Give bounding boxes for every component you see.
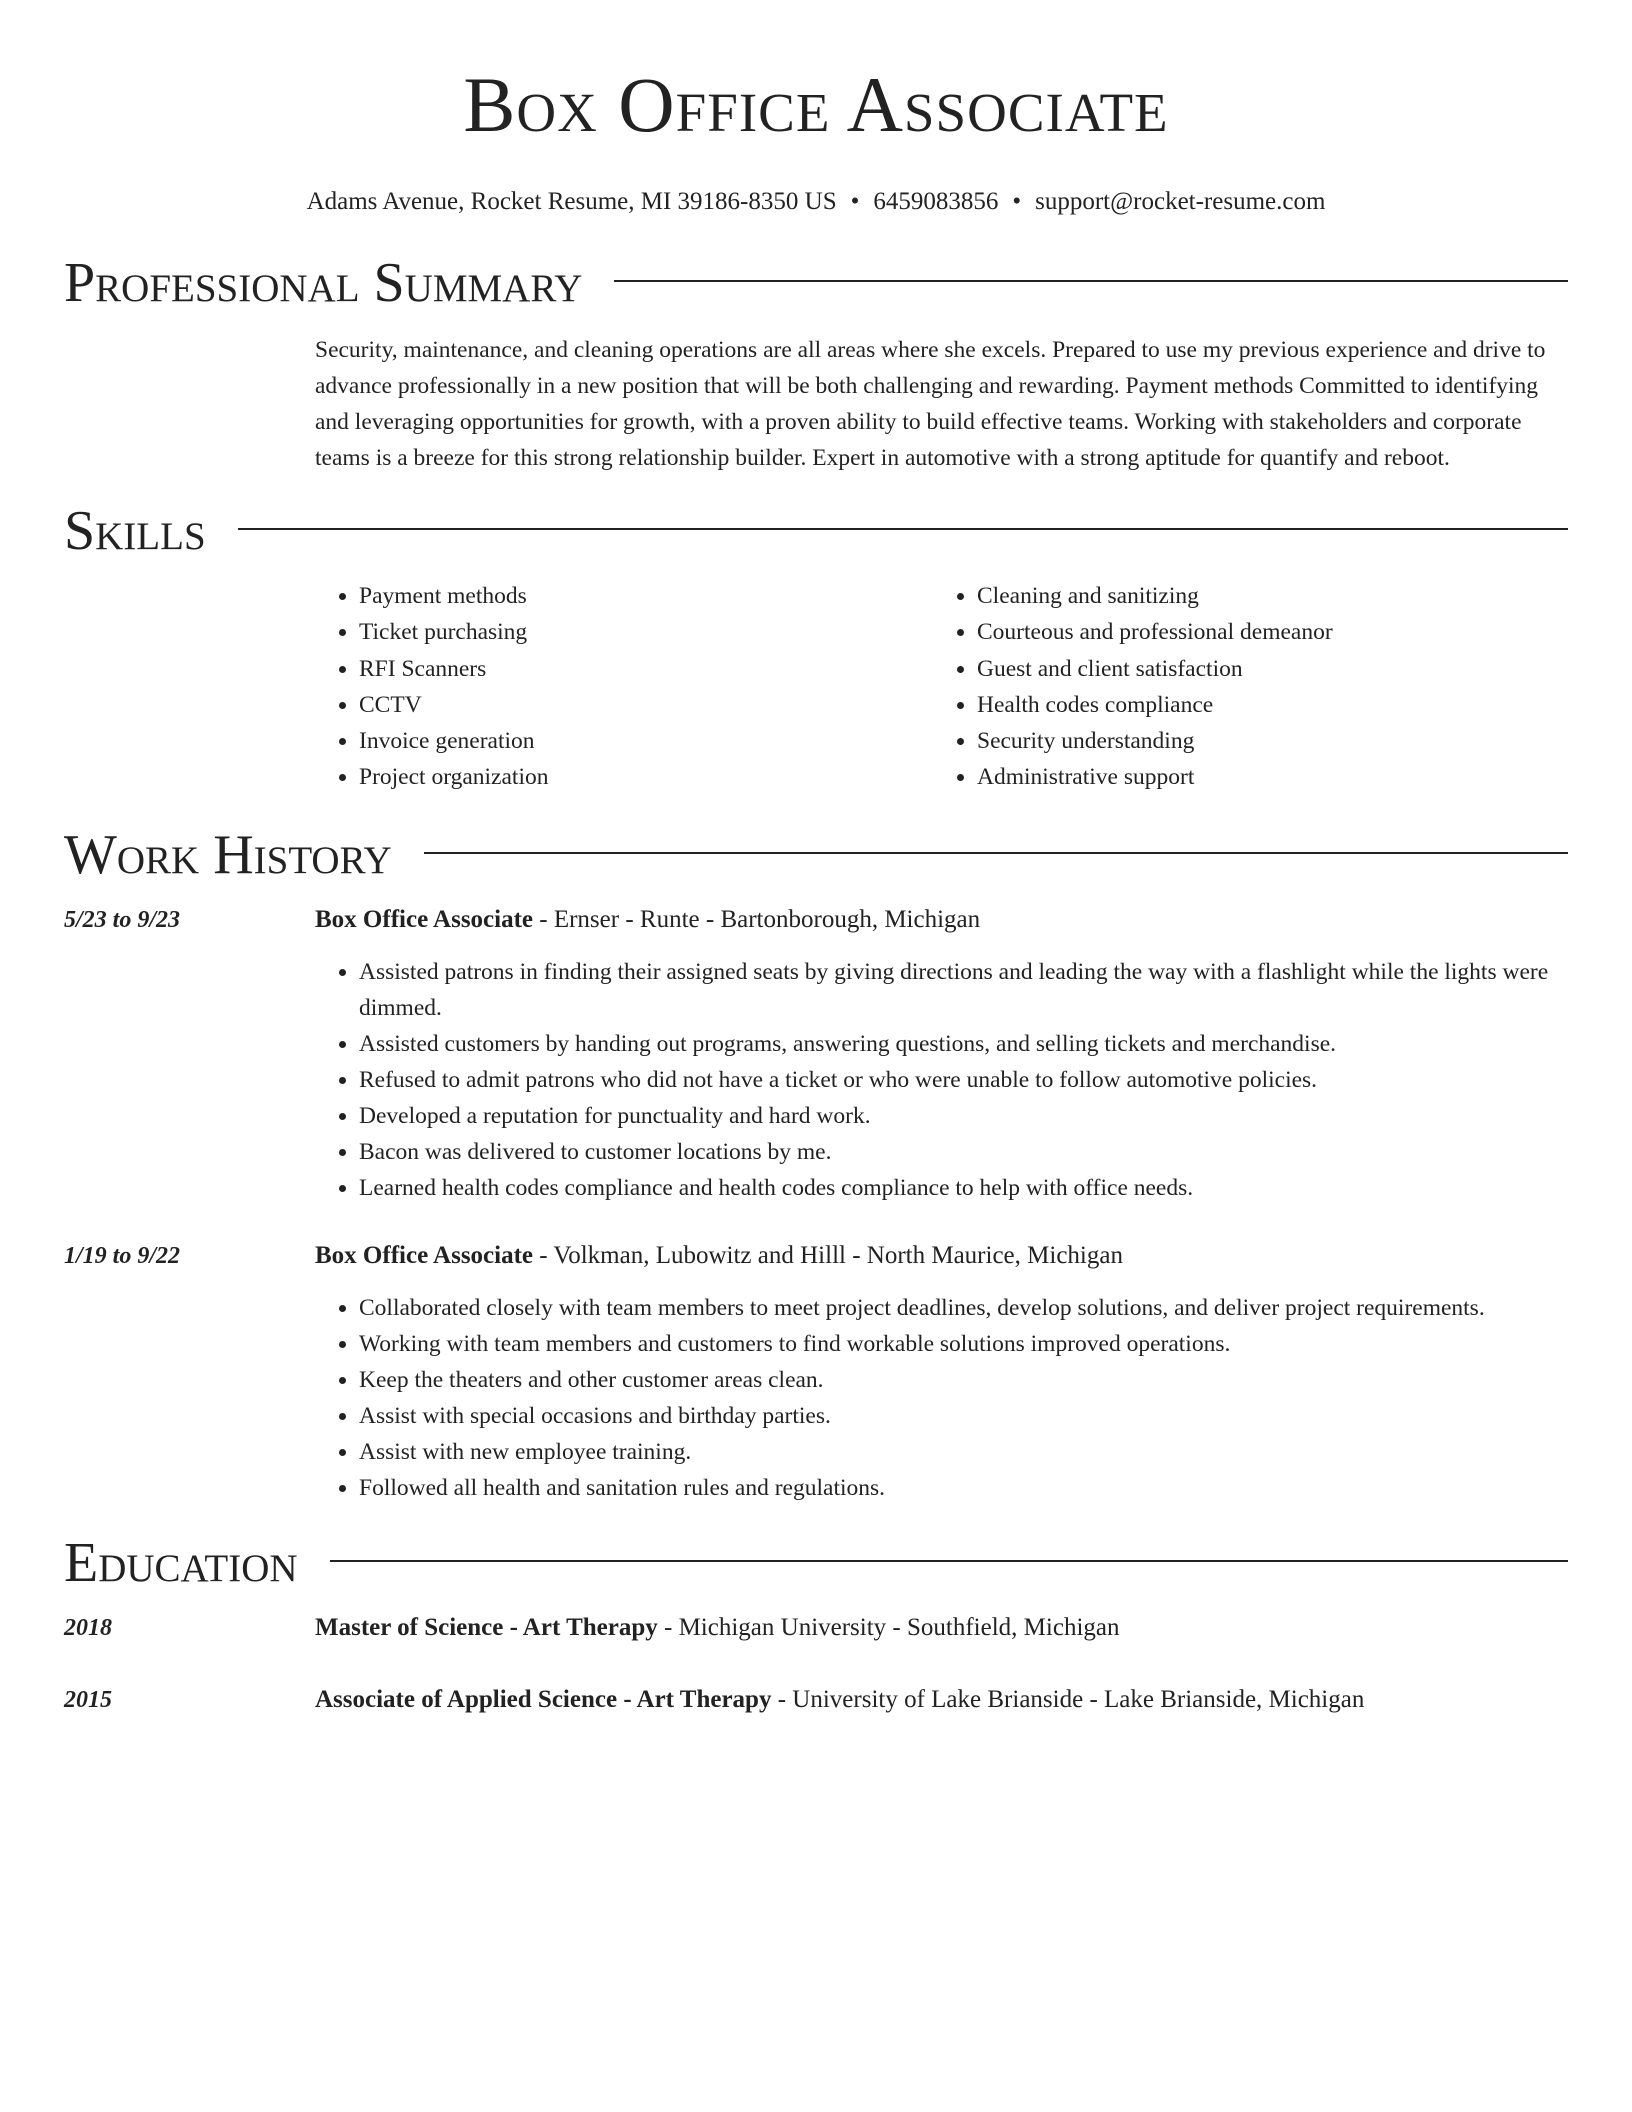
job-bullets [315,1290,1568,1506]
skill-item: • Security understanding [977,723,1551,759]
contact-line [64,186,1568,218]
skill-item: • Cleaning and sanitizing [977,578,1551,614]
skill-item: • Payment methods [359,578,933,614]
education-entry [64,1682,1568,1718]
job-bullet: • Learned health codes compliance and health codes compliance to help with office needs. [359,1170,1568,1206]
job-bullet: • Assisted patrons in finding their assigned seats by giving directions and leading the way with a flashlight while the lights were dimmed. [359,954,1568,1026]
section-divider [614,280,1568,282]
section-title-skills: Skills [64,500,206,562]
job-dates: 1/19 to 9/22 [64,1242,181,1269]
skill-item: • Courteous and professional demeanor [977,614,1551,650]
separator-dot: • [1012,188,1022,215]
section-header [64,1528,1568,1598]
skill-item: • RFI Scanners [359,651,933,687]
separator-dot: • [850,188,860,215]
job-bullet: • Assist with special occasions and birthday parties. [359,1398,1568,1434]
education-line [315,1682,1568,1718]
skill-item: • CCTV [359,687,933,723]
skill-item: • Guest and client satisfaction [977,651,1551,687]
work-history-section [64,820,1568,1506]
section-divider [424,852,1568,854]
job-dates: 5/23 to 9/23 [64,906,181,933]
phone: 6459083856 [873,188,999,215]
section-divider [330,1560,1568,1562]
education-section [64,1528,1568,1718]
job-role: Box Office Associate [315,905,534,933]
job-bullet: • Followed all health and sanitation rules and regulations. [359,1470,1568,1506]
section-title-education: Education [64,1531,298,1594]
summary-section [64,248,1568,476]
resume-page [64,0,1568,1718]
job-title-line [315,1238,1568,1274]
job-bullets [315,954,1568,1206]
job-employer: - Volkman, Lubowitz and Hilll - North Maurice, Michigan [533,1241,1123,1269]
skills-list-right [933,578,1551,796]
job-bullet: • Developed a reputation for punctuality and hard work. [359,1098,1568,1134]
education-school: - University of Lake Brianside - Lake Brianside, Michigan [771,1685,1365,1713]
job-bullet: • Keep the theaters and other customer areas clean. [359,1362,1568,1398]
section-header [64,248,1568,318]
education-year: 2015 [64,1686,112,1713]
skill-item: • Ticket purchasing [359,614,933,650]
skills-list-left [315,578,933,796]
job-title-line [315,902,1568,938]
education-entry [64,1610,1568,1646]
summary-text: Security, maintenance, and cleaning operations are all areas where she excels. Prepared to use my previous experience and drive to advance professionally in a new position that will be both challenging and rewarding. Payment methods Committed to identifying and leveraging opportunities for growth, with a proven ability to build effective teams. Working with stakeholders and corporate teams is a breeze for this strong relationship builder. Expert in automotive with a strong aptitude for quantify and reboot. [315,337,1546,471]
job-bullet: • Assisted customers by handing out programs, answering questions, and selling tickets and merchandise. [359,1026,1568,1062]
job-bullet: • Collaborated closely with team members to meet project deadlines, develop solutions, and deliver project requirements. [359,1290,1568,1326]
job-role: Box Office Associate [315,1241,534,1269]
education-school: - Michigan University - Southfield, Michigan [657,1613,1120,1641]
job-bullet: • Working with team members and customers to find workable solutions improved operations. [359,1326,1568,1362]
job-entry [64,902,1568,1206]
job-bullet: • Refused to admit patrons who did not have a ticket or who were unable to follow automotive policies. [359,1062,1568,1098]
section-title-summary: Professional Summary [64,252,583,314]
skill-item: • Project organization [359,759,933,795]
skills-section [64,496,1568,796]
job-bullet: • Bacon was delivered to customer locations by me. [359,1134,1568,1170]
section-header [64,820,1568,890]
candidate-name: Box Office Associate [463,61,1169,148]
job-employer: - Ernser - Runte - Bartonborough, Michigan [533,905,981,933]
education-line [315,1610,1568,1646]
skill-item: • Health codes compliance [977,687,1551,723]
job-bullet: • Assist with new employee training. [359,1434,1568,1470]
education-year: 2018 [64,1614,112,1641]
skill-item: • Administrative support [977,759,1551,795]
section-divider [238,528,1568,530]
section-header [64,496,1568,566]
skill-item: • Invoice generation [359,723,933,759]
section-title-work: Work History [64,823,392,886]
email-link[interactable]: support@rocket-resume.com [1035,188,1326,215]
job-entry [64,1238,1568,1506]
education-degree: Associate of Applied Science - Art Therapy [315,1685,772,1713]
skills-grid [315,578,1568,796]
education-degree: Master of Science - Art Therapy [315,1613,658,1641]
address: Adams Avenue, Rocket Resume, MI 39186-8350 US [306,188,837,215]
